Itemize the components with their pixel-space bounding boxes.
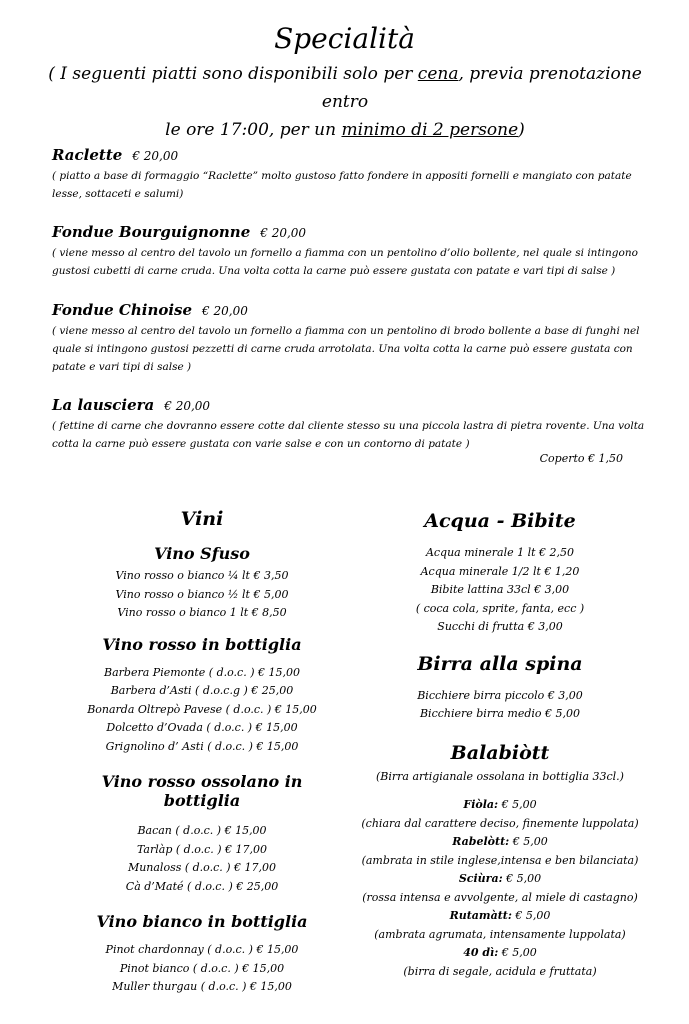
dish-name: Fondue Bourguignonne [52, 223, 251, 241]
dish-name: Raclette [52, 146, 123, 164]
list-item: Barbera Piemonte ( d.o.c. ) € 15,00 [104, 665, 300, 679]
dish-price: € 20,00 [164, 399, 211, 413]
vino-bianco-title: Vino bianco in bottiglia [96, 912, 308, 931]
beer-price: € 5,00 [511, 909, 551, 922]
balabiott-subtitle: (Birra artigianale ossolana in bottiglia 33cl.) [376, 769, 624, 783]
note-cena: cena [417, 64, 459, 84]
page-title: Specialità [274, 22, 415, 55]
vini-section [62, 508, 342, 997]
dish-price: € 20,00 [260, 226, 307, 240]
dish-description: ( viene messo al centro del tavolo un fornello a fiamma con un pentolino d’olio bollente, nel quale si intingono gustosi cubetti di carne cruda. Una volta cotta la carne può essere gustata con patate e vari tipi di salse ) [52, 247, 638, 277]
reservation-note [40, 60, 650, 144]
dish-description: ( viene messo al centro del tavolo un fornello a fiamma con un pentolino di brodo bollente a base di funghi nel quale si intingono gustosi pezzetti di carne cruda arrotolata. Una volta cotta la carne può essere gustata con patate e vari tipi di salse ) [52, 325, 640, 373]
dish-price: € 20,00 [202, 304, 248, 318]
dish-price: € 20,00 [132, 149, 179, 163]
list-item: Vino rosso o bianco ½ lt € 5,00 [115, 587, 289, 601]
bevande-section [355, 510, 645, 981]
beer-price: € 5,00 [498, 798, 537, 811]
list-item: Grignolino d’ Asti ( d.o.c. ) € 15,00 [105, 739, 299, 753]
beer-description: (chiara dal carattere deciso, finemente luppolata) [361, 816, 639, 830]
note-part-1: ( I seguenti piatti sono disponibili solo per [48, 64, 418, 84]
birra-list [355, 687, 645, 724]
beer-description: (rossa intensa e avvolgente, al miele di castagno) [362, 890, 638, 904]
beer-name: Sciùra: [458, 872, 503, 885]
list-item: Vino rosso o bianco 1 lt € 8,50 [117, 606, 287, 619]
note-part-2: , previa prenotazione entro [321, 64, 642, 112]
beer-description: (birra di segale, acidula e fruttata) [403, 964, 597, 978]
list-item: Barbera d’Asti ( d.o.c.g ) € 25,00 [110, 684, 294, 697]
beer-name: Rabelòtt: [452, 835, 510, 848]
list-item: Cà d’Maté ( d.o.c. ) € 25,00 [125, 879, 279, 893]
vino-ossolano-list [62, 822, 342, 896]
note-minimum: minimo di 2 persone [341, 120, 519, 140]
dish-description: ( piatto a base di formaggio “Raclette” molto gustoso fatto fondere in appositi fornelli e mangiato con patate lesse, sottaceti e salumi) [52, 170, 632, 200]
note-part-3: le ore 17:00, per un [165, 120, 342, 140]
list-item: Bonarda Oltrepò Pavese ( d.o.c. ) € 15,00 [87, 702, 317, 716]
list-item: Bicchiere birra piccolo € 3,00 [417, 688, 583, 702]
list-item: Muller thurgau ( d.o.c. ) € 15,00 [112, 980, 292, 993]
list-item: Vino rosso o bianco ¼ lt € 3,50 [115, 569, 289, 582]
beer-description: (ambrata agrumata, intensamente luppolata) [374, 927, 626, 941]
beer-name: 40 dì: [463, 946, 499, 959]
vino-rosso-list [62, 664, 342, 757]
beer-description: (ambrata in stile inglese,intensa e ben bilanciata) [361, 853, 639, 867]
acqua-title: Acqua - Bibite [424, 510, 576, 532]
list-item: Bacan ( d.o.c. ) € 15,00 [137, 824, 267, 837]
list-item: Pinot bianco ( d.o.c. ) € 15,00 [119, 961, 285, 975]
list-item: ( coca cola, sprite, fanta, ecc ) [415, 601, 585, 615]
beer-price: € 5,00 [498, 946, 537, 959]
vino-bianco-list [62, 941, 342, 997]
birra-title: Birra alla spina [417, 652, 583, 675]
dish-fondue-bourguignonne [52, 222, 652, 280]
dish-fondue-chinoise [52, 300, 652, 376]
beer-price: € 5,00 [502, 872, 542, 885]
dish-name: La lausciera [52, 396, 155, 414]
dish-name: Fondue Chinoise [52, 301, 193, 319]
coperto-charge: Coperto € 1,50 [539, 452, 623, 465]
list-item: Succhi di frutta € 3,00 [437, 620, 563, 633]
vino-ossolano-title: Vino rosso ossolano in bottiglia [101, 772, 303, 810]
beer-row [355, 833, 645, 852]
beer-row [355, 796, 645, 815]
dish-raclette [52, 145, 652, 203]
note-part-4: ) [518, 120, 525, 140]
list-item: Munaloss ( d.o.c. ) € 17,00 [127, 861, 277, 874]
beer-name: Rutamàtt: [449, 909, 512, 922]
balabiott-title: Balabiòtt [450, 741, 550, 764]
list-item: Acqua minerale 1/2 lt € 1,20 [420, 564, 580, 578]
beer-row [355, 944, 645, 963]
balabiott-list [355, 796, 645, 981]
list-item: Bibite lattina 33cl € 3,00 [430, 583, 570, 596]
list-item: Bicchiere birra medio € 5,00 [419, 707, 581, 720]
dish-la-lausciera [52, 395, 652, 453]
beer-row [355, 907, 645, 926]
dish-description: ( fettine di carne che dovranno essere cotte dal cliente stesso su una piccola lastra di pietra rovente. Una volta cotta la carne può essere gustata con varie salse e con un contorno di patate ) [52, 420, 645, 450]
list-item: Pinot chardonnay ( d.o.c. ) € 15,00 [105, 943, 299, 956]
vini-title: Vini [180, 508, 224, 530]
list-item: Dolcetto d’Ovada ( d.o.c. ) € 15,00 [106, 721, 298, 734]
acqua-list [355, 544, 645, 637]
list-item: Acqua minerale 1 lt € 2,50 [425, 546, 575, 559]
vino-sfuso-list [62, 567, 342, 623]
vino-sfuso-title: Vino Sfuso [154, 544, 250, 563]
beer-name: Fiòla: [463, 798, 499, 811]
list-item: Tarlàp ( d.o.c. ) € 17,00 [136, 842, 268, 856]
beer-row [355, 870, 645, 889]
vino-rosso-title: Vino rosso in bottiglia [102, 634, 302, 654]
beer-price: € 5,00 [509, 835, 548, 848]
